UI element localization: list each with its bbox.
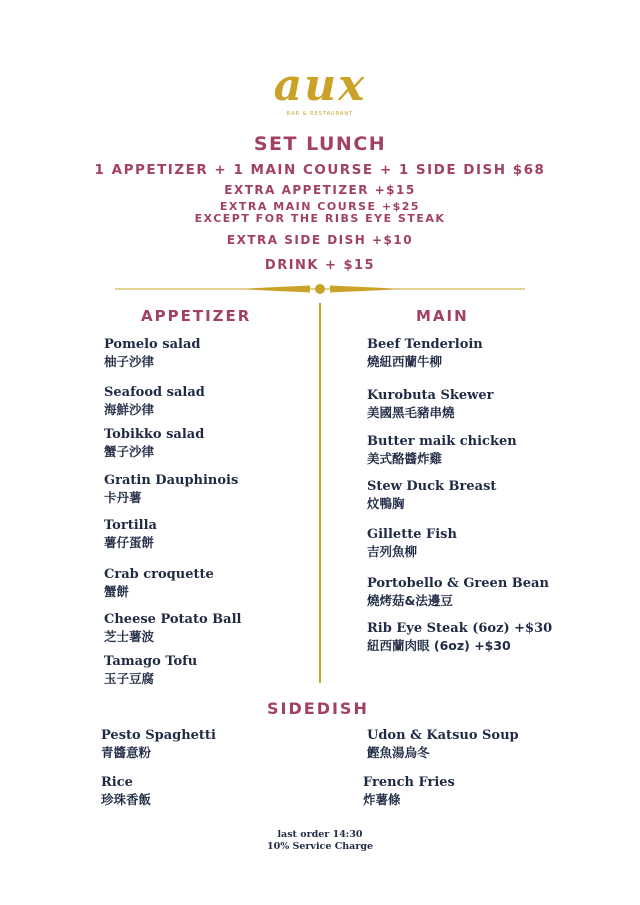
- restaurant-logo: [0, 60, 640, 117]
- sidedish-heading: SIDEDISH: [267, 699, 369, 718]
- column-divider: [319, 303, 321, 683]
- appetizer-item: Tortilla 薯仔蛋餅: [104, 518, 157, 550]
- main-item: Butter maik chicken 美式酪醬炸雞: [367, 434, 517, 466]
- main-item: Portobello & Green Bean 燒烤菇&法邊豆: [367, 576, 549, 608]
- main-item: Gillette Fish 吉列魚柳: [367, 527, 457, 559]
- appetizer-item: Pomelo salad 柚子沙律: [104, 337, 201, 369]
- main-item: Rib Eye Steak (6oz) +$30 紐西蘭肉眼 (6oz) +$30: [367, 621, 553, 653]
- service-charge-note: 10% Service Charge: [266, 841, 374, 852]
- main-item: Kurobuta Skewer 美國黑毛豬串燒: [367, 388, 494, 420]
- main-item: Stew Duck Breast 炆鴨胸: [367, 479, 497, 511]
- appetizer-item: Gratin Dauphinois 卡丹薯: [104, 473, 239, 505]
- appetizer-item: Seafood salad 海鮮沙律: [104, 385, 205, 417]
- extra-side-line: EXTRA SIDE DISH +$10: [226, 233, 414, 247]
- logo-subtitle: BAR & RESTAURANT: [286, 111, 354, 117]
- appetizer-heading: APPETIZER: [141, 307, 252, 325]
- extra-main-note: EXCEPT FOR THE RIBS EYE STEAK: [194, 212, 446, 225]
- sidedish-item: Pesto Spaghetti 青醬意粉: [101, 728, 216, 760]
- extra-main-line: EXTRA MAIN COURSE +$25: [219, 200, 421, 213]
- main-heading: MAIN: [416, 307, 469, 325]
- last-order-note: last order 14:30: [277, 829, 363, 840]
- ornament-divider: [115, 282, 525, 296]
- appetizer-item: Tobikko salad 蟹子沙律: [104, 427, 205, 459]
- appetizer-item: Crab croquette 蟹餅: [104, 567, 214, 599]
- sidedish-item: Udon & Katsuo Soup 鰹魚湯烏冬: [367, 728, 519, 760]
- sidedish-item: French Fries 炸薯條: [363, 775, 455, 807]
- set-deal-line: 1 APPETIZER + 1 MAIN COURSE + 1 SIDE DISH $68: [94, 162, 546, 178]
- appetizer-item: Tamago Tofu 玉子豆腐: [104, 654, 198, 686]
- set-lunch-title: SET LUNCH: [253, 133, 387, 155]
- sidedish-item: Rice 珍珠香飯: [101, 775, 152, 807]
- extra-appetizer-line: EXTRA APPETIZER +$15: [224, 183, 416, 197]
- logo-wordmark: aux: [273, 60, 367, 111]
- appetizer-item: Cheese Potato Ball 芝士薯波: [104, 612, 242, 644]
- drink-line: DRINK + $15: [264, 258, 376, 273]
- main-item: Beef Tenderloin 燒紐西蘭牛柳: [367, 337, 483, 369]
